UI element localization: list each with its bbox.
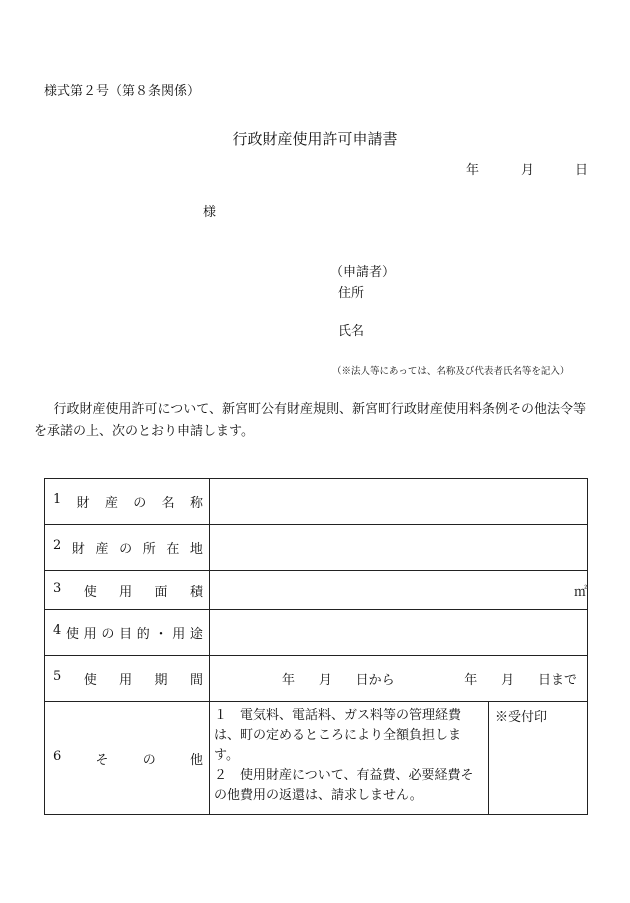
table-row: [45, 525, 588, 571]
corporate-note: （※法人等にあっては、名称及び代表者氏名等を記入）: [332, 366, 570, 377]
label-char: 用: [83, 627, 97, 642]
label-char: 使: [83, 584, 97, 600]
label-char: の: [119, 542, 133, 557]
period-from-day: 日から: [355, 673, 395, 688]
label-char: 6: [53, 748, 62, 764]
usage-area-field[interactable]: [210, 571, 588, 610]
date-day-label: 日: [575, 163, 589, 178]
note-item: １ 電気料、電話料、ガス料等の管理経費は、町の定めるところにより全額負担します。: [214, 708, 462, 763]
label-char: 財: [71, 542, 85, 557]
row-label-property-location: [45, 525, 210, 571]
square-meter-unit: ㎡: [573, 584, 587, 600]
address-label: 住所: [338, 286, 365, 301]
label-char: 1: [53, 492, 62, 507]
row-label-other: [45, 702, 210, 815]
row-label-usage-purpose: [45, 610, 210, 656]
label-char: 5: [53, 669, 62, 684]
period-to-day: 日まで: [537, 673, 577, 688]
application-statement: 行政財産使用許可について、新宮町公有財産規則、新宮町行政財産使用料条例その他法令等を承諾の上、次のとおり申請します。: [34, 402, 586, 439]
table-row: [45, 702, 588, 815]
label-char: 称: [189, 496, 203, 511]
label-char: 3: [53, 580, 62, 596]
reception-stamp-label: ※受付印: [495, 710, 548, 725]
label-char: 間: [189, 673, 203, 688]
addressee-suffix: 様: [203, 205, 217, 220]
property-name-field[interactable]: [210, 479, 588, 525]
period-to-month: 月: [501, 673, 515, 688]
label-char: 産: [104, 496, 118, 511]
label-char: そ: [95, 752, 109, 768]
label-char: の: [101, 627, 115, 642]
label-char: 的: [136, 627, 150, 642]
label-char: 財: [76, 496, 90, 511]
label-char: 使: [83, 673, 97, 688]
name-label: 氏名: [338, 324, 365, 339]
table-row: [45, 656, 588, 702]
label-char: 面: [154, 584, 168, 600]
row-label-usage-period: [45, 656, 210, 702]
usage-period-field[interactable]: [210, 656, 588, 702]
other-notes-cell: [210, 702, 489, 815]
label-char: 用: [119, 584, 133, 600]
period-from-month: 月: [318, 673, 332, 688]
label-char: 用: [172, 627, 186, 642]
applicant-section-label: （申請者）: [330, 265, 396, 280]
table-row: [45, 571, 588, 610]
label-char: 名: [161, 496, 175, 511]
table-row: [45, 479, 588, 525]
label-char: 産: [95, 542, 109, 557]
date-year-label: 年: [466, 163, 480, 178]
label-char: の: [133, 496, 147, 511]
application-table: [44, 478, 588, 815]
period-to-year: 年: [464, 673, 478, 688]
label-char: 在: [166, 542, 180, 557]
date-month-label: 月: [521, 163, 535, 178]
table-row: [45, 610, 588, 656]
reception-stamp-cell: [489, 702, 588, 815]
label-char: 2: [53, 538, 62, 553]
row-label-usage-area: [45, 571, 210, 610]
label-char: 目: [119, 627, 133, 642]
label-char: ・: [154, 627, 168, 642]
document-title: 行政財産使用許可申請書: [232, 130, 398, 148]
note-item: ２ 使用財産について、有益費、必要経費その他費用の返還は、請求しません。: [214, 768, 474, 803]
usage-purpose-field[interactable]: [210, 610, 588, 656]
property-location-field[interactable]: [210, 525, 588, 571]
label-char: 所: [142, 542, 156, 557]
label-char: 期: [154, 673, 168, 688]
label-char: 4: [53, 623, 62, 638]
label-char: 使: [65, 627, 79, 642]
label-char: 地: [189, 542, 203, 557]
form-number: 様式第２号（第８条関係）: [44, 84, 201, 99]
row-label-property-name: [45, 479, 210, 525]
label-char: の: [142, 752, 156, 768]
label-char: 積: [189, 584, 203, 600]
label-char: 他: [189, 752, 203, 768]
period-from-year: 年: [282, 673, 296, 688]
label-char: 途: [189, 627, 203, 642]
label-char: 用: [119, 673, 133, 688]
